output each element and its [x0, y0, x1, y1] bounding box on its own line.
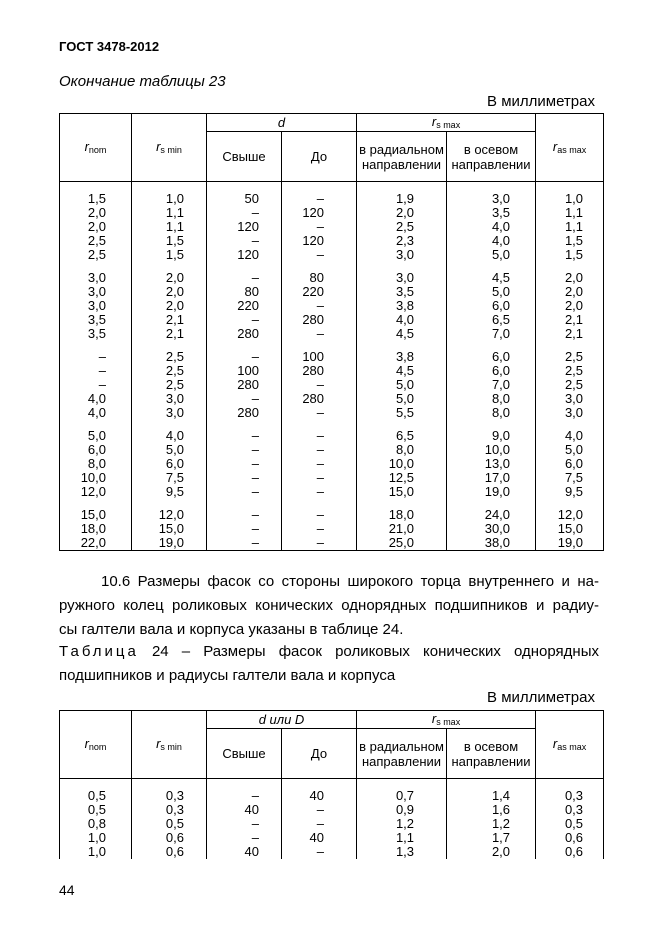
table-cell: 7,0	[447, 327, 536, 341]
table-row	[60, 206, 604, 220]
table-cell: 6,0	[447, 299, 536, 313]
table-row	[60, 429, 604, 443]
table-cell: 100	[207, 364, 282, 378]
table-24-body	[60, 779, 604, 860]
table-24	[59, 710, 604, 859]
table-cell: 8,0	[447, 392, 536, 406]
table-cell: 8,0	[447, 406, 536, 420]
table-cell: 2,1	[132, 327, 207, 341]
table-cell: 5,0	[447, 248, 536, 262]
table-cell: 8,0	[357, 443, 447, 457]
table-row	[60, 536, 604, 551]
table-row	[60, 313, 604, 327]
table-cell: 15,0	[357, 485, 447, 499]
table-cell: 0,5	[132, 817, 207, 831]
table-cell: 10,0	[60, 471, 132, 485]
table-cell: 4,0	[447, 220, 536, 234]
table-cell: –	[282, 803, 357, 817]
table-cell: 7,0	[447, 378, 536, 392]
table-cell: 1,2	[357, 817, 447, 831]
table-cell: 24,0	[447, 508, 536, 522]
table-cell: –	[207, 508, 282, 522]
table-cell: 2,1	[536, 313, 604, 327]
table-cell: 2,0	[132, 299, 207, 313]
table-cell: –	[207, 443, 282, 457]
table-cell: 2,5	[536, 378, 604, 392]
table-row	[60, 285, 604, 299]
table-cell: –	[282, 192, 357, 206]
table-spacer-cell	[207, 262, 282, 271]
table-cell: 0,3	[536, 803, 604, 817]
col-header-ras-max: ras max	[536, 114, 604, 182]
table-cell: 1,0	[60, 831, 132, 845]
table-cell: 6,0	[447, 364, 536, 378]
table-cell: 1,9	[357, 192, 447, 206]
table-cell: –	[282, 536, 357, 551]
table-cell: 12,0	[536, 508, 604, 522]
col-header-radial: в радиальном направлении	[357, 132, 447, 182]
table-spacer-row	[60, 499, 604, 508]
table-cell: 2,3	[357, 234, 447, 248]
table-cell: –	[282, 443, 357, 457]
table-cell: –	[207, 429, 282, 443]
table-cell: –	[282, 406, 357, 420]
table-cell: –	[282, 299, 357, 313]
table-cell: 220	[282, 285, 357, 299]
paragraph-line: сы галтели вала и корпуса указаны в таблице 24.	[59, 621, 404, 638]
table-cell: 3,8	[357, 350, 447, 364]
table-cell: 2,0	[60, 206, 132, 220]
col-header-rs-max: rs max	[357, 114, 536, 132]
table-cell: 6,5	[357, 429, 447, 443]
table-cell: 280	[282, 313, 357, 327]
table-row	[60, 364, 604, 378]
table-cell: 8,0	[60, 457, 132, 471]
table-cell: 2,5	[536, 364, 604, 378]
table-cell: 1,7	[447, 831, 536, 845]
table-cell: 3,8	[357, 299, 447, 313]
table-cell: 0,7	[357, 789, 447, 803]
table-cell: 1,5	[132, 234, 207, 248]
table-row	[60, 845, 604, 859]
table-cell: 6,0	[60, 443, 132, 457]
table-cell: 12,0	[60, 485, 132, 499]
table-cell: 3,0	[536, 392, 604, 406]
table-cell: 9,5	[536, 485, 604, 499]
table-cell: 2,5	[132, 378, 207, 392]
table-24-title-text: 24 – Размеры фасок роликовых конических однорядных	[138, 643, 599, 660]
page-number: 44	[59, 882, 75, 898]
table-cell: 3,0	[536, 406, 604, 420]
table-cell: –	[60, 364, 132, 378]
table-row	[60, 350, 604, 364]
table-spacer-row	[60, 779, 604, 790]
table-cell: 40	[207, 845, 282, 859]
table-row	[60, 220, 604, 234]
table-cell: 4,0	[132, 429, 207, 443]
table-cell: –	[207, 536, 282, 551]
table-24-units: В миллиметрах	[487, 689, 595, 706]
paragraph-10-6	[59, 570, 599, 642]
table-cell: 0,6	[132, 831, 207, 845]
table-cell: 3,5	[357, 285, 447, 299]
col-header-r-nom: rnom	[60, 711, 132, 779]
col-header-d-or-D: d или D	[207, 711, 357, 729]
document-header: ГОСТ 3478-2012	[59, 39, 160, 54]
table-cell: 12,0	[132, 508, 207, 522]
table-cell: 5,5	[357, 406, 447, 420]
table-cell: 2,1	[536, 327, 604, 341]
table-spacer-cell	[207, 182, 282, 193]
table-cell: 3,0	[60, 271, 132, 285]
table-row	[60, 457, 604, 471]
table-cell: 1,4	[447, 789, 536, 803]
table-cell: 7,5	[132, 471, 207, 485]
table-cell: 80	[282, 271, 357, 285]
table-cell: –	[282, 522, 357, 536]
table-cell: 0,8	[60, 817, 132, 831]
table-cell: –	[60, 350, 132, 364]
table-cell: 2,0	[60, 220, 132, 234]
table-cell: 17,0	[447, 471, 536, 485]
table-cell: 280	[207, 406, 282, 420]
table-cell: 100	[282, 350, 357, 364]
table-cell: 6,0	[536, 457, 604, 471]
table-cell: 12,5	[357, 471, 447, 485]
table-cell: 15,0	[60, 508, 132, 522]
table-cell: 4,0	[60, 392, 132, 406]
table-cell: 1,1	[536, 220, 604, 234]
table-row	[60, 192, 604, 206]
table-spacer-cell	[207, 499, 282, 508]
table-cell: 280	[207, 327, 282, 341]
table-row	[60, 378, 604, 392]
table-row	[60, 789, 604, 803]
table-cell: –	[282, 248, 357, 262]
table-cell: 0,6	[536, 845, 604, 859]
table-spacer-row	[60, 262, 604, 271]
table-cell: 40	[282, 789, 357, 803]
table-cell: 19,0	[536, 536, 604, 551]
table-cell: 50	[207, 192, 282, 206]
table-row	[60, 471, 604, 485]
table-cell: 19,0	[447, 485, 536, 499]
table-cell: 4,5	[357, 364, 447, 378]
col-header-rs-min: rs min	[132, 711, 207, 779]
table-cell: –	[207, 471, 282, 485]
col-header-radial: в радиальном направлении	[357, 729, 447, 779]
table-cell: –	[60, 378, 132, 392]
table-cell: 2,5	[132, 350, 207, 364]
table-row	[60, 271, 604, 285]
col-header-axial: в осевом направлении	[447, 729, 536, 779]
table-cell: 3,0	[357, 271, 447, 285]
table-cell: –	[207, 817, 282, 831]
table-cell: –	[282, 845, 357, 859]
table-cell: –	[207, 206, 282, 220]
table-cell: –	[282, 327, 357, 341]
table-cell: 4,5	[357, 327, 447, 341]
table-row	[60, 248, 604, 262]
table-row	[60, 803, 604, 817]
table-cell: 13,0	[447, 457, 536, 471]
table-cell: 2,0	[357, 206, 447, 220]
table-cell: 3,0	[132, 406, 207, 420]
col-header-ras-max: ras max	[536, 711, 604, 779]
col-header-rs-min: rs min	[132, 114, 207, 182]
table-cell: 38,0	[447, 536, 536, 551]
table-cell: 0,5	[60, 789, 132, 803]
table-cell: 1,3	[357, 845, 447, 859]
table-cell: 2,0	[132, 285, 207, 299]
table-cell: 25,0	[357, 536, 447, 551]
table-cell: 4,0	[357, 313, 447, 327]
table-spacer-cell	[207, 420, 282, 429]
table-cell: 1,0	[536, 192, 604, 206]
table-cell: 22,0	[60, 536, 132, 551]
table-cell: 0,3	[132, 803, 207, 817]
table-23-body	[60, 182, 604, 551]
col-header-axial: в осевом направлении	[447, 132, 536, 182]
table-cell: 5,0	[357, 392, 447, 406]
table-cell: 4,0	[447, 234, 536, 248]
table-23-continuation-title: Окончание таблицы 23	[59, 73, 226, 90]
table-cell: 6,0	[132, 457, 207, 471]
table-cell: 0,5	[60, 803, 132, 817]
table-cell: –	[282, 471, 357, 485]
table-cell: –	[207, 831, 282, 845]
table-cell: 120	[207, 220, 282, 234]
col-header-upto: До	[282, 132, 357, 182]
table-row	[60, 443, 604, 457]
table-cell: 2,5	[357, 220, 447, 234]
table-cell: –	[282, 378, 357, 392]
table-cell: 1,2	[447, 817, 536, 831]
table-cell: 40	[207, 803, 282, 817]
table-cell: 4,0	[60, 406, 132, 420]
table-cell: 18,0	[60, 522, 132, 536]
table-cell: 2,0	[536, 299, 604, 313]
table-spacer-row	[60, 182, 604, 193]
table-cell: 6,5	[447, 313, 536, 327]
table-23-units: В миллиметрах	[487, 93, 595, 110]
table-cell: 120	[207, 248, 282, 262]
table-row	[60, 508, 604, 522]
table-cell: 1,1	[357, 831, 447, 845]
table-cell: 0,3	[132, 789, 207, 803]
table-cell: 0,9	[357, 803, 447, 817]
table-cell: 120	[282, 234, 357, 248]
table-cell: 2,0	[132, 271, 207, 285]
table-row	[60, 522, 604, 536]
table-cell: 4,5	[447, 271, 536, 285]
table-cell: 80	[207, 285, 282, 299]
table-cell: 3,0	[60, 285, 132, 299]
table-cell: –	[282, 817, 357, 831]
table-cell: 19,0	[132, 536, 207, 551]
table-cell: –	[282, 220, 357, 234]
table-cell: 3,0	[132, 392, 207, 406]
table-cell: 2,0	[447, 845, 536, 859]
table-cell: –	[282, 429, 357, 443]
table-cell: 2,5	[132, 364, 207, 378]
table-cell: 5,0	[536, 443, 604, 457]
table-cell: 2,5	[536, 350, 604, 364]
table-cell: 2,0	[536, 271, 604, 285]
table-cell: 1,5	[132, 248, 207, 262]
table-cell: 1,1	[132, 206, 207, 220]
table-cell: 9,5	[132, 485, 207, 499]
table-cell: 3,5	[60, 327, 132, 341]
table-cell: 0,3	[536, 789, 604, 803]
col-header-d: d	[207, 114, 357, 132]
table-cell: 1,1	[132, 220, 207, 234]
paragraph-line: 10.6 Размеры фасок со стороны широкого торца внутреннего и на-	[101, 573, 599, 590]
col-header-r-nom: rnom	[60, 114, 132, 182]
paragraph-line: ружного колец роликовых конических однорядных подшипников и радиу-	[59, 597, 599, 614]
col-header-rs-max: rs max	[357, 711, 536, 729]
table-cell: 4,0	[536, 429, 604, 443]
table-cell: 120	[282, 206, 357, 220]
table-cell: 1,5	[536, 234, 604, 248]
table-cell: 2,1	[132, 313, 207, 327]
table-cell: 5,0	[132, 443, 207, 457]
table-cell: 1,5	[60, 192, 132, 206]
table-spacer-cell	[60, 341, 132, 350]
table-cell: 220	[207, 299, 282, 313]
table-row	[60, 485, 604, 499]
table-cell: 280	[207, 378, 282, 392]
table-cell: –	[207, 457, 282, 471]
table-cell: 40	[282, 831, 357, 845]
table-cell: 7,5	[536, 471, 604, 485]
table-cell: –	[207, 485, 282, 499]
table-row	[60, 392, 604, 406]
table-cell: –	[207, 234, 282, 248]
table-cell: –	[282, 508, 357, 522]
table-row	[60, 234, 604, 248]
table-spacer-cell	[207, 341, 282, 350]
table-cell: 2,5	[60, 234, 132, 248]
table-24-label: Таблица	[59, 643, 139, 660]
table-cell: 3,0	[60, 299, 132, 313]
table-spacer-cell	[207, 779, 282, 790]
table-cell: 2,0	[536, 285, 604, 299]
table-cell: 0,6	[536, 831, 604, 845]
col-header-upto: До	[282, 729, 357, 779]
table-24-title	[59, 640, 599, 688]
table-cell: –	[207, 313, 282, 327]
table-cell: 5,0	[357, 378, 447, 392]
table-cell: 280	[282, 364, 357, 378]
table-cell: –	[207, 789, 282, 803]
table-cell: –	[207, 271, 282, 285]
table-23	[59, 113, 604, 551]
table-cell: 3,5	[447, 206, 536, 220]
table-row	[60, 406, 604, 420]
table-spacer-row	[60, 341, 604, 350]
table-cell: 21,0	[357, 522, 447, 536]
table-cell: 2,5	[60, 248, 132, 262]
table-cell: 3,0	[447, 192, 536, 206]
table-cell: 1,6	[447, 803, 536, 817]
table-cell: 5,0	[447, 285, 536, 299]
table-cell: –	[207, 350, 282, 364]
table-cell: 1,0	[132, 192, 207, 206]
table-cell: 9,0	[447, 429, 536, 443]
table-cell: 0,6	[132, 845, 207, 859]
table-cell: –	[282, 457, 357, 471]
table-cell: 280	[282, 392, 357, 406]
table-cell: –	[207, 522, 282, 536]
table-cell: 18,0	[357, 508, 447, 522]
table-row	[60, 817, 604, 831]
table-cell: 15,0	[132, 522, 207, 536]
table-cell: 5,0	[60, 429, 132, 443]
table-24-title-line2: подшипников и радиусы галтели вала и корпуса	[59, 667, 396, 684]
table-cell: –	[282, 485, 357, 499]
table-cell: 1,1	[536, 206, 604, 220]
table-cell: 1,5	[536, 248, 604, 262]
table-cell: 6,0	[447, 350, 536, 364]
table-cell: 15,0	[536, 522, 604, 536]
table-row	[60, 299, 604, 313]
table-cell: 3,0	[357, 248, 447, 262]
col-header-over: Свыше	[207, 729, 282, 779]
table-cell: 1,0	[60, 845, 132, 859]
table-row	[60, 831, 604, 845]
table-cell: 30,0	[447, 522, 536, 536]
table-spacer-row	[60, 420, 604, 429]
col-header-over: Свыше	[207, 132, 282, 182]
table-cell: 0,5	[536, 817, 604, 831]
table-row	[60, 327, 604, 341]
table-cell: 3,5	[60, 313, 132, 327]
table-cell: 10,0	[357, 457, 447, 471]
table-cell: –	[207, 392, 282, 406]
table-cell: 10,0	[447, 443, 536, 457]
